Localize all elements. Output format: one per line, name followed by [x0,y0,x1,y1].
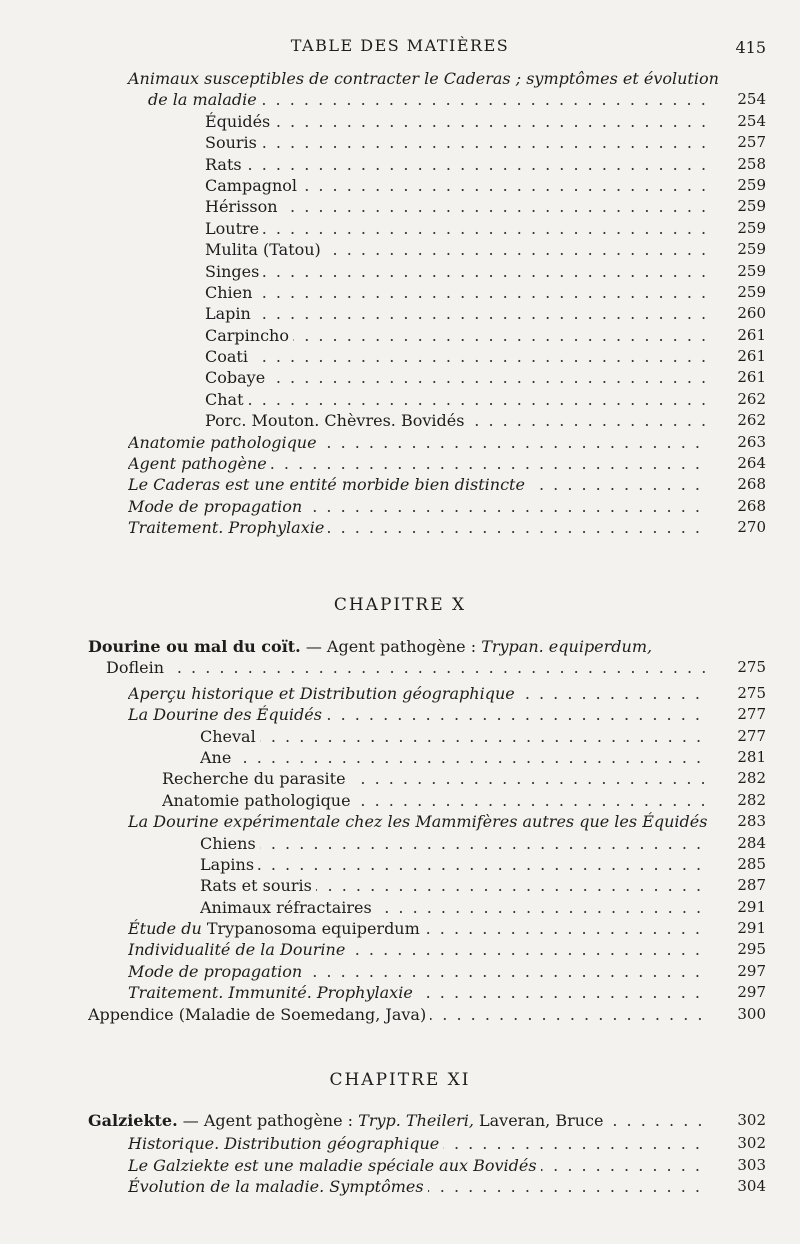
toc-entry-page: 284 [737,833,766,852]
chapter-11-authors: Laveran, Bruce [473,1111,604,1130]
toc-entry-line [0,68,800,89]
toc-entry-label: Loutre [205,219,263,238]
toc-entry-page: 270 [737,518,766,537]
toc-section-chapter-10 [0,636,800,1025]
chapter-11-heading-text: — Agent pathogène : [177,1111,359,1130]
toc-entry-list [0,111,800,539]
toc-entry-label: Mode de propagation [128,962,306,981]
toc-entry-label: Traitement. Prophylaxie [128,518,328,537]
toc-entry-page: 268 [737,475,766,494]
toc-entry-label: Historique. Distribution géographique [128,1134,443,1153]
toc-entry [0,175,800,196]
toc-entry-label: Chat [205,390,248,409]
toc-entry-label: Doflein [106,658,168,677]
toc-entry-label: Aperçu historique et Distribution géographique [128,684,519,703]
toc-entry-page: 304 [737,1177,766,1196]
toc-entry-label: Hérisson [205,197,282,216]
toc-entry [0,875,800,896]
chapter-10-heading-text: — Agent pathogène : [300,637,482,656]
toc-entry-label: Individualité de la Dourine [128,940,349,959]
toc-entry-page: 283 [737,812,766,831]
toc-entry-page: 281 [737,747,766,766]
toc-entry-label: La Dourine des Équidés [128,705,326,724]
toc-entry-page: 295 [737,940,766,959]
toc-entry-page: 268 [737,496,766,515]
toc-entry [0,410,800,431]
toc-entry [0,453,800,474]
toc-entry-page: 264 [737,454,766,473]
toc-entry [0,790,800,811]
toc-entry-label: Animaux réfractaires [200,898,376,917]
toc-entry-page: 259 [737,197,766,216]
toc-entry [0,132,800,153]
toc-entry [0,657,800,678]
toc-entry-page: 285 [737,854,766,873]
toc-entry [0,1004,800,1025]
toc-entry-page: 300 [737,1004,766,1023]
toc-entry-label: Recherche du parasite [162,769,350,788]
toc-entry-page: 259 [737,282,766,301]
toc-entry-page: 291 [737,919,766,938]
chapter-11-heading [0,1110,800,1131]
toc-entry-label: Anatomie pathologique [128,433,321,452]
toc-entry-label: Évolution de la maladie. Symptômes [128,1177,428,1196]
toc-entry [0,154,800,175]
toc-entry [0,325,800,346]
chapter-11-subject: Galziekte. [88,1111,178,1130]
toc-entry [0,496,800,517]
toc-entry-page: 275 [737,658,766,677]
toc-entry [0,303,800,324]
toc-entry-page: 287 [737,876,766,895]
toc-entry-page: 254 [737,90,766,109]
toc-entry [0,346,800,367]
toc-entry-label: Porc. Mouton. Chèvres. Bovidés [205,411,468,430]
toc-entry-label: Traitement. Immunité. Prophylaxie [128,983,417,1002]
toc-entry [0,811,800,832]
header-title: TABLE DES MATIÈRES [290,36,510,55]
toc-entry-label: Le Galziekte est une maladie spéciale aux Bovidés [128,1156,541,1175]
toc-entry-label: Chiens [200,834,260,853]
toc-entry [0,432,800,453]
toc-section-chapter-11 [0,1110,800,1198]
toc-entry-label: Étude du Trypanosoma equiperdum [128,919,424,938]
toc-entry-page: 263 [737,432,766,451]
toc-entry [0,918,800,939]
toc-entry-page: 275 [737,683,766,702]
toc-entry-label: Rats [205,155,246,174]
toc-entry-label: Cheval [200,727,260,746]
toc-entry-page: 282 [737,790,766,809]
toc-entry [0,111,800,132]
toc-entry-page: 282 [737,769,766,788]
toc-entry [0,389,800,410]
toc-entry-label: Le Caderas est une entité morbide bien distincte [128,475,529,494]
toc-entry [0,1133,800,1154]
toc-entry-page: 302 [737,1134,766,1153]
toc-entry-page: 261 [737,368,766,387]
toc-entry [0,1155,800,1176]
toc-entry-page: 262 [737,411,766,430]
toc-entry-label: Animaux susceptibles de contracter le Caderas ; symptômes et évolution [128,69,719,88]
toc-entry-page: 277 [737,726,766,745]
toc-entry [0,239,800,260]
toc-entry-page: 261 [737,347,766,366]
chapter-11-parasite: Tryp. Theileri, [358,1111,474,1130]
toc-entry [0,726,800,747]
toc-entry-page: 257 [737,133,766,152]
header-page-number: 415 [735,38,766,57]
toc-section-caderas [0,68,800,539]
toc-entry-label: Appendice (Maladie de Soemedang, Java) [88,1005,430,1024]
chapter-10-heading [0,636,800,657]
toc-entry-label: Cobaye [205,368,269,387]
toc-entry-label: Campagnol [205,176,301,195]
toc-entry-label: Mulita (Tatou) [205,240,325,259]
toc-entry [0,1176,800,1197]
toc-entry [0,747,800,768]
toc-entry-page: 291 [737,897,766,916]
toc-entry [0,833,800,854]
toc-entry-label: Équidés [205,112,274,131]
toc-entry [0,218,800,239]
toc-entry [0,89,800,110]
toc-entry [0,282,800,303]
toc-entry-page: 297 [737,961,766,980]
toc-entry-page: 297 [737,983,766,1002]
toc-entry [0,683,800,704]
toc-entry-label: Carpincho [205,326,293,345]
toc-entry-page: 260 [737,304,766,323]
toc-entry [0,854,800,875]
toc-entry [0,367,800,388]
toc-entry-page: 258 [737,154,766,173]
toc-entry [0,517,800,538]
toc-entry [0,961,800,982]
toc-entry-page: 302 [737,1111,766,1129]
toc-entry-page: 259 [737,218,766,237]
toc-entry-label: Singes [205,262,263,281]
toc-entry-page: 262 [737,389,766,408]
toc-entry-label: Mode de propagation [128,497,306,516]
chapter-10-title: CHAPITRE X [333,595,467,615]
toc-entry [0,939,800,960]
toc-entry [0,982,800,1003]
toc-entry-page: 259 [737,261,766,280]
toc-entry [0,196,800,217]
chapter-10-parasite: Trypan. equiperdum, [481,637,653,656]
toc-entry-page: 303 [737,1155,766,1174]
toc-entry-label: Rats et souris [200,876,316,895]
toc-entry-label: Anatomie pathologique [162,791,355,810]
toc-entry-label: Chien [205,283,256,302]
toc-entry-page: 261 [737,325,766,344]
toc-entry-list [0,1133,800,1197]
toc-entry [0,474,800,495]
toc-entry [0,768,800,789]
toc-entry-label: Coati [205,347,252,366]
toc-entry-label: Agent pathogène [128,454,271,473]
toc-entry-label: Souris [205,133,261,152]
toc-entry-label: Ane [200,748,235,767]
toc-entry-list [0,683,800,1025]
toc-entry-label: Lapins [200,855,258,874]
toc-entry-page: 277 [737,705,766,724]
toc-entry-page: 259 [737,175,766,194]
running-header [0,36,800,58]
chapter-10-subject: Dourine ou mal du coït. [88,637,301,656]
chapter-11-title: CHAPITRE XI [329,1070,471,1090]
toc-entry [0,261,800,282]
toc-entry [0,704,800,725]
toc-entry-page: 254 [737,111,766,130]
toc-entry-label: La Dourine expérimentale chez les Mammifères autres que les Équidés [128,812,710,831]
toc-entry-label: de la maladie [148,90,261,109]
toc-entry-label: Lapin [205,304,255,323]
toc-entry-page: 259 [737,240,766,259]
toc-entry [0,897,800,918]
